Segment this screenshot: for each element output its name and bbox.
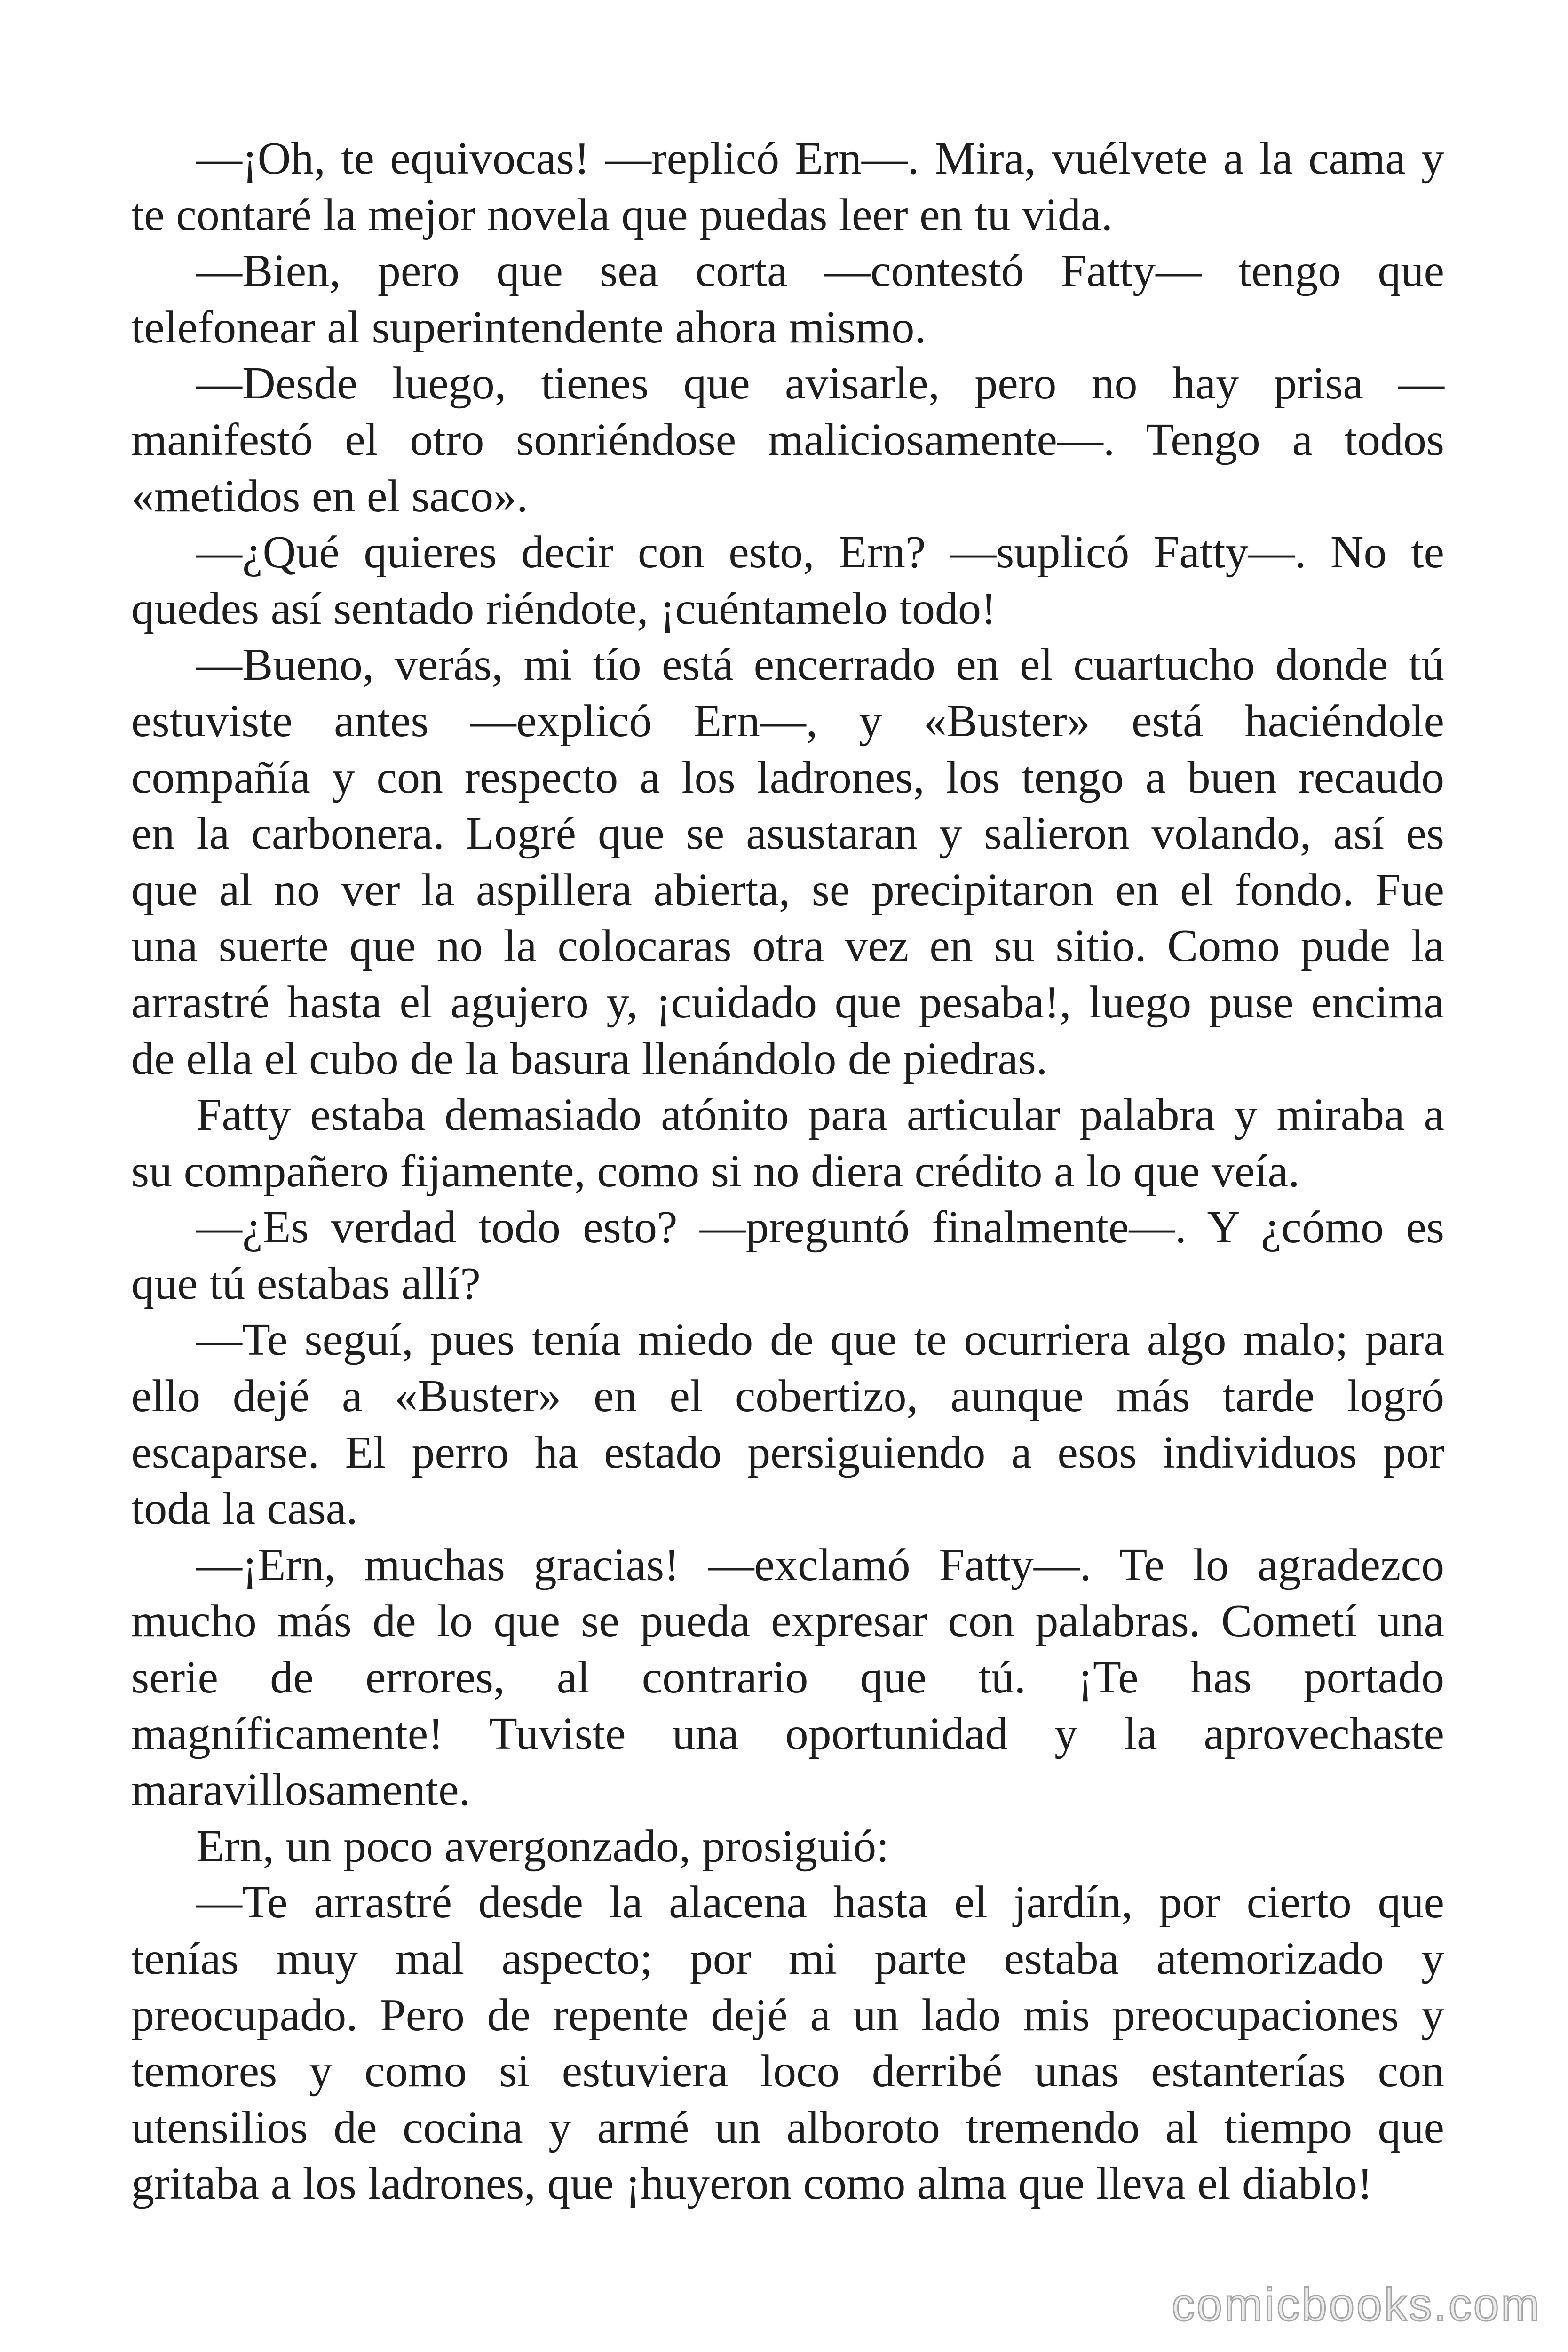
text-line: magníficamente! Tuviste una oportunidad y la aprovechaste [131, 1708, 1444, 1759]
paragraph [131, 1200, 1444, 1312]
text-line: gritaba a los ladrones, que ¡huyeron como alma que lleva el diablo! [131, 2158, 1373, 2209]
text-line: en la carbonera. Logré que se asustaran y salieron volando, así es [131, 808, 1444, 859]
paragraph [131, 243, 1444, 356]
paragraph [131, 1087, 1444, 1200]
paragraph [131, 1819, 1444, 1875]
text-line: temores y como si estuviera loco derribé unas estanterías con [131, 2046, 1444, 2097]
text-line: —¡Oh, te equivocas! —replicó Ern—. Mira, vuélvete a la cama y [196, 133, 1444, 184]
paragraph [131, 131, 1444, 243]
text-line: Fatty estaba demasiado atónito para articular palabra y miraba a [196, 1089, 1444, 1141]
watermark: comicbooks.com [1172, 2279, 1541, 2330]
paragraph [131, 637, 1444, 1087]
text-line: te contaré la mejor novela que puedas leer en tu vida. [131, 189, 1113, 240]
text-line: —¡Ern, muchas gracias! —exclamó Fatty—. Te lo agradezco [196, 1539, 1444, 1590]
paragraph [131, 1875, 1444, 2212]
text-line: utensilios de cocina y armé un alboroto tremendo al tiempo que [131, 2102, 1444, 2153]
text-line: maravillosamente. [131, 1764, 471, 1816]
paragraph [131, 356, 1444, 524]
text-line: —¿Es verdad todo esto? —preguntó finalmente—. Y ¿cómo es [196, 1202, 1444, 1253]
text-line: telefonear al superintendente ahora mismo. [131, 302, 926, 353]
text-line: tenías muy mal aspecto; por mi parte estaba atemorizado y [131, 1933, 1444, 1984]
text-line: una suerte que no la colocaras otra vez en su sitio. Como pude la [131, 921, 1444, 972]
paragraph [131, 1537, 1444, 1819]
text-line: arrastré hasta el agujero y, ¡cuidado que pesaba!, luego puse encima [131, 977, 1444, 1028]
text-line: mucho más de lo que se pueda expresar con palabras. Cometí una [131, 1596, 1444, 1647]
text-line: toda la casa. [131, 1483, 358, 1534]
text-line: escaparse. El perro ha estado persiguiendo a esos individuos por [131, 1427, 1444, 1478]
text-line: —¿Qué quieres decir con esto, Ern? —suplicó Fatty—. No te [196, 527, 1444, 578]
text-line: preocupado. Pero de repente dejé a un lado mis preocupaciones y [131, 1989, 1444, 2041]
text-line: —Bien, pero que sea corta —contestó Fatty— tengo que [196, 246, 1444, 297]
text-line: quedes así sentado riéndote, ¡cuéntamelo todo! [131, 583, 997, 634]
text-line: estuviste antes —explicó Ern—, y «Buster» está haciéndole [131, 695, 1444, 747]
text-line: manifestó el otro sonriéndose maliciosamente—. Tengo a todos [131, 414, 1444, 465]
text-line: —Bueno, verás, mi tío está encerrado en el cuartucho donde tú [196, 639, 1444, 691]
text-line: de ella el cubo de la basura llenándolo de piedras. [131, 1033, 1048, 1084]
text-line: «metidos en el saco». [131, 470, 528, 522]
paragraph [131, 1312, 1444, 1537]
text-line: compañía y con respecto a los ladrones, los tengo a buen recaudo [131, 752, 1444, 803]
body-text [131, 131, 1444, 2212]
text-line: que al no ver la aspillera abierta, se precipitaron en el fondo. Fue [131, 864, 1444, 915]
text-line: serie de errores, al contrario que tú. ¡Te has portado [131, 1652, 1444, 1703]
text-line: —Te seguí, pues tenía miedo de que te ocurriera algo malo; para [196, 1314, 1444, 1366]
text-line: Ern, un poco avergonzado, prosiguió: [196, 1820, 889, 1872]
text-line: su compañero fijamente, como si no diera crédito a lo que veía. [131, 1145, 1300, 1197]
text-line: —Te arrastré desde la alacena hasta el jardín, por cierto que [196, 1877, 1444, 1928]
text-line: —Desde luego, tienes que avisarle, pero no hay prisa — [196, 358, 1444, 409]
text-line: ello dejé a «Buster» en el cobertizo, aunque más tarde logró [131, 1371, 1444, 1422]
text-line: que tú estabas allí? [131, 1258, 481, 1309]
paragraph [131, 524, 1444, 637]
